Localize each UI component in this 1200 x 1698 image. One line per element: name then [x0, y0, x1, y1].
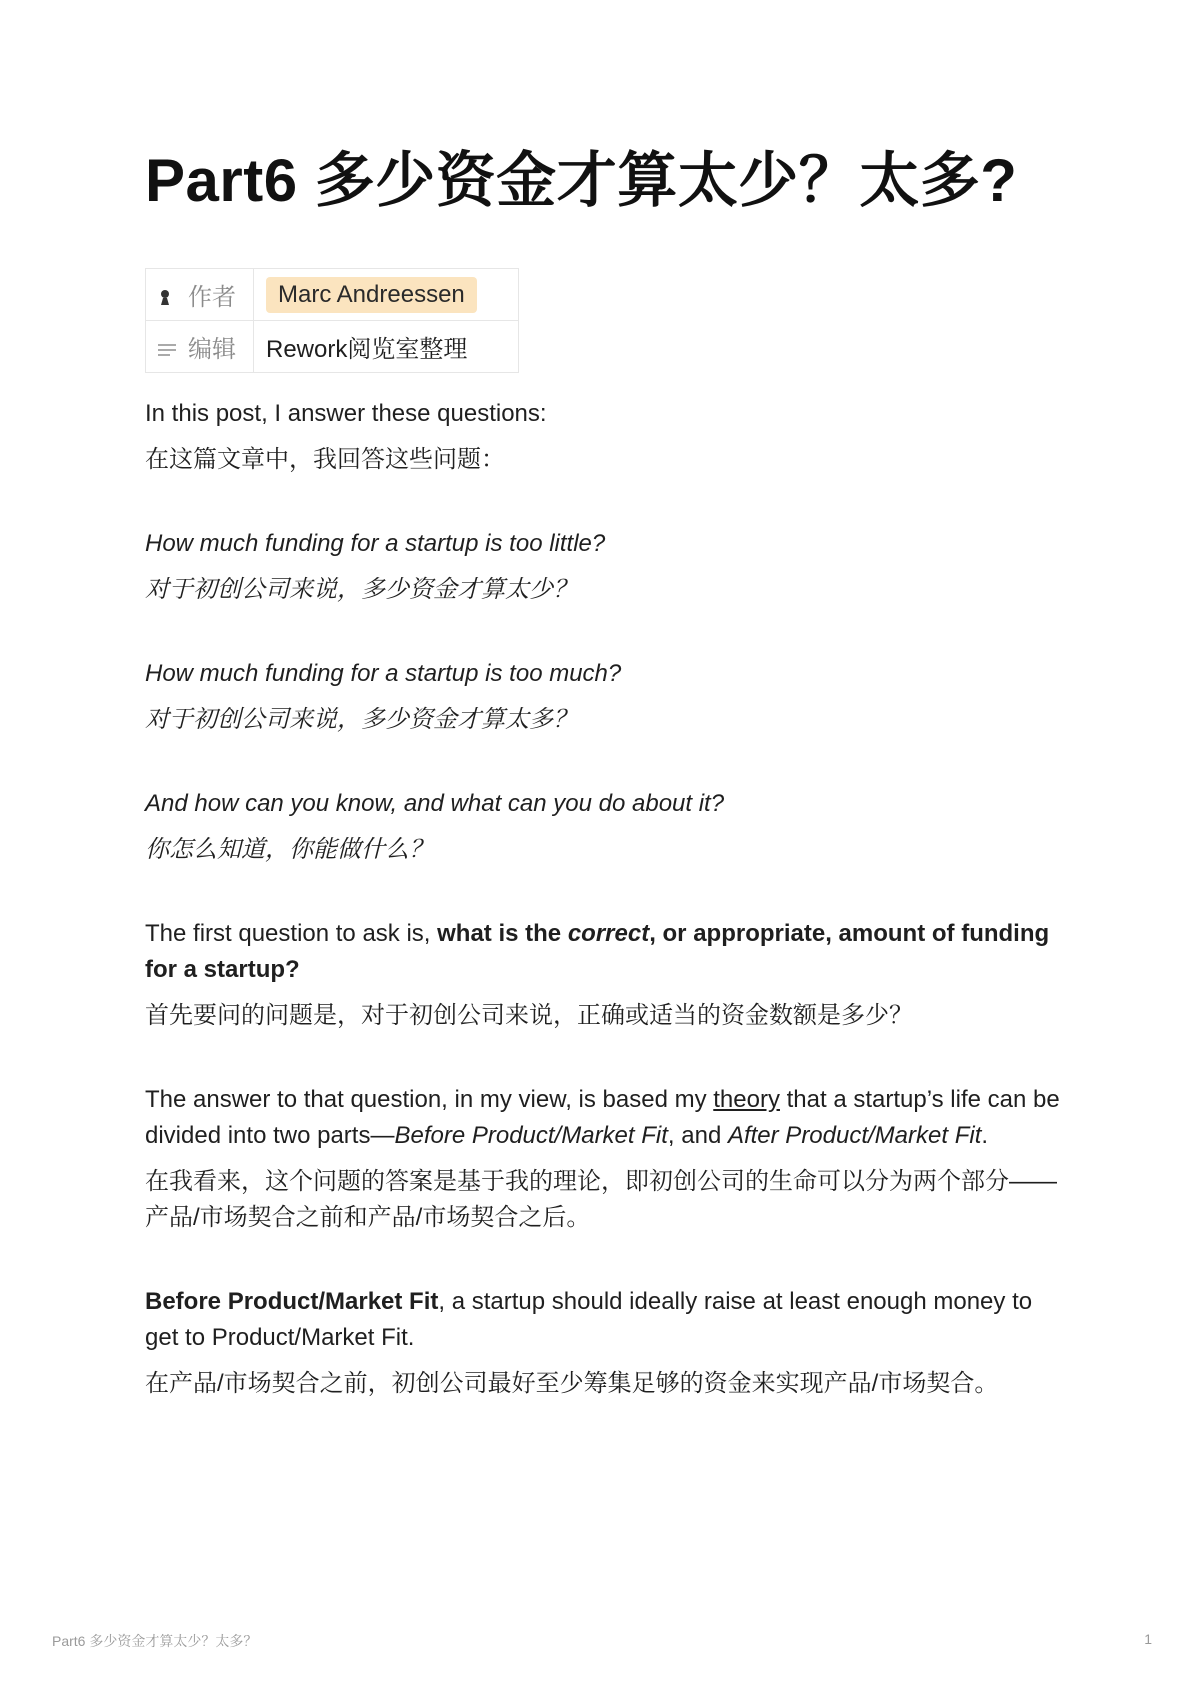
- question-cn: 你怎么知道，你能做什么？: [145, 836, 433, 863]
- paragraph-cn: 在产品/市场契合之前，初创公司最好至少筹集足够的资金来实现产品/市场契合。: [145, 1370, 999, 1397]
- paragraph-en: In this post, I answer these questions:: [145, 400, 547, 427]
- paragraph-cn: 在我看来，这个问题的答案是基于我的理论，即初创公司的生命可以分为两个部分——产品/市场契合之前和产品/市场契合之后。: [145, 1168, 1057, 1231]
- question-cn: 对于初创公司来说，多少资金才算太少？: [145, 576, 577, 603]
- property-row-editor: [146, 321, 519, 373]
- property-row-author: [146, 269, 519, 321]
- question-en: How much funding for a startup is too much?: [145, 660, 622, 687]
- properties-table: [145, 268, 519, 373]
- person-icon: [158, 284, 178, 312]
- paragraph-en: The answer to that question, in my view, is based my theory that a startup’s life can be divided into two parts—Before Product/Market Fit, and After Product/Market Fit.: [145, 1086, 1060, 1149]
- question-en: How much funding for a startup is too little?: [145, 530, 606, 557]
- paragraph-cn: 在这篇文章中，我回答这些问题：: [145, 446, 505, 473]
- footer-title: Part6 多少资金才算太少？太多？: [52, 1633, 258, 1649]
- property-value-editor[interactable]: Rework阅览室整理: [254, 321, 519, 373]
- page-number: 1: [1144, 1631, 1152, 1647]
- text-lines-icon: [158, 336, 178, 364]
- paragraph-en: Before Product/Market Fit, a startup should ideally raise at least enough money to get to Product/Market Fit.: [145, 1288, 1033, 1351]
- author-tag[interactable]: Marc Andreessen: [266, 277, 477, 313]
- page-title: Part6 多少资金才算太少？太多?: [145, 147, 1018, 214]
- document-body: [145, 396, 1065, 1402]
- paragraph-cn: 首先要问的问题是，对于初创公司来说，正确或适当的资金数额是多少？: [145, 1002, 913, 1029]
- question-en: And how can you know, and what can you do about it?: [145, 790, 725, 817]
- property-key-author: 作者: [146, 269, 254, 321]
- property-value-author[interactable]: [254, 269, 519, 321]
- paragraph-en: The first question to ask is, what is the correct, or appropriate, amount of funding for a startup?: [145, 920, 1050, 983]
- property-key-editor: 编辑: [146, 321, 254, 373]
- question-cn: 对于初创公司来说，多少资金才算太多？: [145, 706, 577, 733]
- theory-link[interactable]: theory: [713, 1086, 780, 1113]
